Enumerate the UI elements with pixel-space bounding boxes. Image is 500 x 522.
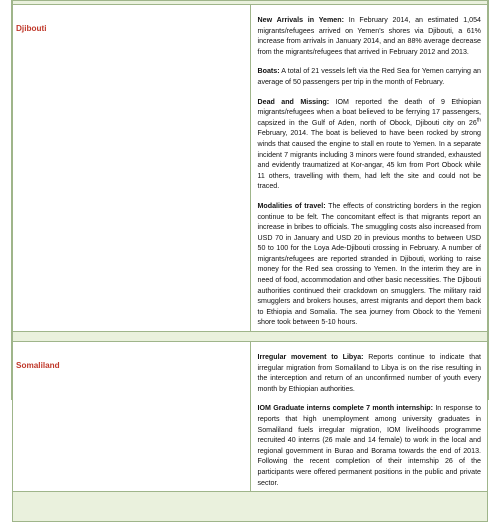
ordinal-suffix: th: [476, 117, 481, 124]
text-irregular-movement: Reports continue to indicate that irregular migration from Somaliland to Libya is on the rise resulting in the interception and return of an unconfirmed number of youth every month by Ethiopian authorities.: [257, 353, 481, 393]
heading-new-arrivals: New Arrivals in Yemen:: [257, 16, 344, 24]
paragraph-new-arrivals: [258, 15, 482, 57]
report-table-container: [11, 0, 489, 487]
table-empty-row: [13, 492, 488, 522]
somaliland-content-cell: [250, 342, 488, 492]
table-spacer-row: [13, 332, 488, 342]
heading-dead-missing: Dead and Missing:: [257, 97, 330, 106]
text-dead-missing-a: IOM reported the death of 9 Ethiopian migrants/refugees when a boat believed to be ferrying 17 passengers, capsized in the Gulf of Aden, north of Obock, Djibouti city on 26: [257, 97, 481, 127]
country-report-table: [12, 0, 488, 522]
djibouti-content-cell: [250, 5, 488, 332]
somaliland-row: [13, 342, 488, 492]
text-dead-missing-b: February, 2014. The boat is believed to have been rocked by strong winds that caused the engine to stall en route to Yemen. In a separate incident 7 migrants including 3 minors were found stranded, exhausted and evidently traumatized at Kor-angar, 45 km from Port Obock while 11 others, travelling with them, had left the site and could not be traced.: [257, 129, 481, 191]
paragraph-graduate-interns: [258, 403, 482, 488]
country-label-djibouti: Djibouti: [16, 24, 47, 33]
heading-modalities: Modalities of travel:: [257, 201, 326, 210]
text-new-arrivals: In February 2014, an estimated 1,054 migrants/refugees arrived on Yemen's shores via Djibouti, a 61% increase from arrivals in January 2014, and an 88% average decrease from the migrants/refugees that arrived in February 2012 and 2013.: [257, 16, 481, 56]
heading-boats: Boats:: [257, 67, 280, 76]
paragraph-modalities: [258, 201, 482, 328]
paragraph-irregular-movement: [258, 352, 482, 394]
text-graduate-interns: In response to reports that high unemployment among university graduates in Somaliland fuels irregular migration, IOM livelihoods programme recruited 40 interns (26 male and 14 female) to work in the local and regional government in Burao and Borama towards the end of 2013. Following the recent completion of their internship 26 of the participants were offered permanent positions in the public and private sector.: [257, 404, 481, 487]
text-boats: A total of 21 vessels left via the Red Sea for Yemen carrying an average of 50 passengers per trip in the month of February.: [257, 67, 481, 86]
country-label-somaliland: Somaliland: [16, 361, 60, 371]
heading-graduate-interns: IOM Graduate interns complete 7 month internship:: [257, 404, 434, 413]
paragraph-boats: [258, 66, 482, 87]
djibouti-row: [13, 5, 488, 332]
country-label-cell: [13, 5, 251, 332]
country-label-cell: [13, 342, 251, 492]
paragraph-dead-missing: [258, 97, 482, 192]
text-modalities: The effects of constricting borders in the region continue to be felt. The concomitant effect is that migrants report an increase in bribes to officials. The smuggling costs also increased from USD 70 in January and USD 20 in previous months to between USD 50 to 100 for the Loya Ade-Djibouti crossing in February. A number of migrants/refugees are reported stranded in Djibouti, working to raise money for the Red sea crossing to Yemen. In the interim they are in need of food, accommodation and other basic necessities. The Djibouti authorities continued their crackdown on smugglers. The military raid smugglers and brokers houses, arrest migrants and deport them back to Ethiopia and Somalia. The sea journey from Obock to the Yemeni shore took between 5-10 hours.: [257, 201, 481, 327]
heading-irregular-movement: Irregular movement to Libya:: [257, 353, 364, 362]
